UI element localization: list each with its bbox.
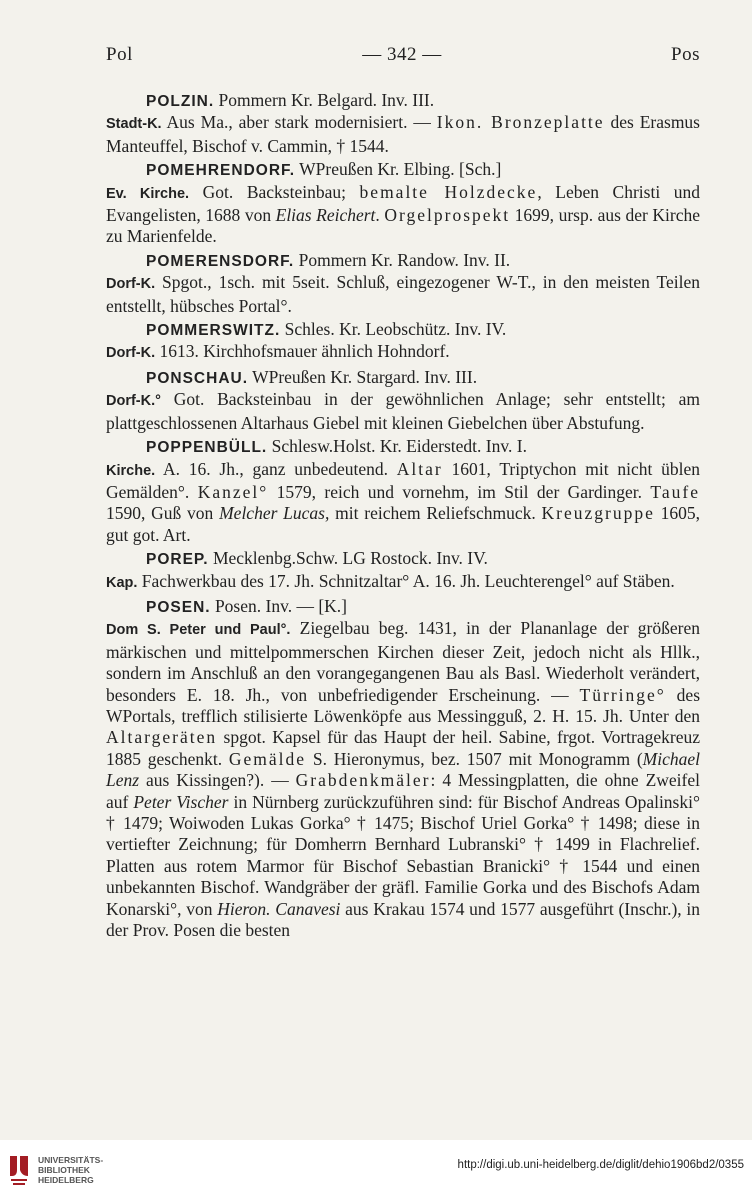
entry-body bbox=[106, 112, 700, 157]
running-header bbox=[106, 44, 700, 66]
body-text: 1699, ursp. aus der Kirche zu Marienfelde. bbox=[106, 205, 700, 247]
building-label: Dorf-K.° bbox=[106, 393, 161, 410]
artist-name: Peter Vischer bbox=[133, 791, 229, 812]
logo-line-3: HEIDELBERG bbox=[38, 1175, 94, 1185]
entry-heading bbox=[106, 548, 700, 570]
building-label: Kirche. bbox=[106, 462, 156, 479]
body-text: : 4 Messingplatten, die ohne Zweifel auf bbox=[106, 770, 700, 812]
body-text: 1605, gut got. Art. bbox=[106, 503, 701, 545]
body-text: des WPortals, trefflich stilisierte Löwenköpfe aus Messingguß, 2. H. 15. Jh. Unter den bbox=[106, 684, 701, 726]
place-name: POMEHRENDORF. bbox=[146, 162, 296, 180]
body-text: S. Hieronymus, bez. 1507 mit Monogramm ( bbox=[306, 748, 643, 769]
body-text: Got. Backsteinbau; bbox=[189, 181, 360, 202]
location-info: WPreußen Kr. Elbing. [Sch.] bbox=[295, 159, 502, 180]
entry-heading bbox=[106, 436, 700, 458]
body-text: in Nürnberg zurückzuführen sind: für Bischof Andreas Opalinski° † 1479; Woiwoden Lukas Gorka° † 1475; Bischof Uriel Gorka° † 1498; diese in vertiefter Zeichnung; für Domherrn Bernhard Lubranski° † 1499 in Flachrelief. Platten aus rotem Marmor für Bischof Sebastian Branicki° † 1544 und einen unbekannten Bischof. Wandgräber der gräfl. Familie Gorka und des Bischofs Adam Konarski°, von bbox=[106, 791, 700, 919]
library-logo-text[interactable] bbox=[38, 1155, 103, 1185]
body-text: Fachwerkbau des 17. Jh. Schnitzaltar° A. 16. Jh. Leuchterengel° auf Stäben. bbox=[137, 570, 675, 591]
entry-heading bbox=[106, 90, 700, 112]
body-text: 1613. Kirchhofsmauer ähnlich Hohndorf. bbox=[155, 341, 450, 362]
spaced-term: Türringe° bbox=[579, 684, 666, 705]
spaced-term: Ikon. Bronzeplatte bbox=[436, 112, 605, 133]
spaced-term: bemalte Holzdecke bbox=[359, 181, 538, 202]
entry-body bbox=[106, 618, 700, 941]
spaced-term: Grabdenkmäler bbox=[295, 770, 431, 791]
spaced-term: Kanzel° bbox=[197, 481, 269, 502]
university-logo-icon[interactable] bbox=[8, 1154, 30, 1188]
logo-line-1: UNIVERSITÄTS- bbox=[38, 1155, 104, 1165]
body-text: Spgot., 1sch. mit 5seit. Schluß, eingezogener W-T., in den meisten Teilen entstellt, hübsches Portal°. bbox=[106, 272, 700, 316]
location-info: WPreußen Kr. Stargard. Inv. III. bbox=[248, 366, 478, 387]
header-left: Pol bbox=[106, 44, 133, 65]
artist-name: Hieron. Canavesi bbox=[217, 898, 341, 919]
spaced-term: Altargeräten bbox=[106, 727, 218, 748]
body-text: 1601, Triptychon mit nicht üblen Gemälden°. bbox=[106, 458, 700, 502]
entry-body bbox=[106, 571, 700, 594]
entry-body bbox=[106, 459, 700, 547]
artist-name: Michael Lenz bbox=[106, 748, 700, 791]
artist-name: Melcher Lucas, bbox=[219, 503, 330, 524]
body-text: Ziegelbau beg. 1431, in der Plananlage der größeren märkischen und mittelpommerschen Kirchen dieser Zeit, jedoch nicht als Hllk., sondern im Anschluß an den vorangegangenen Bau als Basl. Wiederholt verändert, besonders E. 18. Jh., von unbefriedigender Erscheinung. — bbox=[106, 618, 700, 705]
body-text: mit reichem Reliefschmuck. bbox=[329, 503, 542, 524]
body-text: 1579, reich und vornehm, im Stil der Gardinger. bbox=[268, 481, 651, 502]
body-text: des Erasmus Manteuffel, Bischof v. Cammin, † 1544. bbox=[106, 112, 700, 156]
entry-heading bbox=[106, 367, 700, 389]
entry-body bbox=[106, 272, 700, 317]
spaced-term: Altar bbox=[396, 458, 443, 479]
place-name: POMERENSDORF. bbox=[146, 252, 295, 270]
building-label: Ev. Kirche. bbox=[106, 185, 190, 202]
entry-body bbox=[106, 389, 700, 434]
building-label: Stadt-K. bbox=[106, 116, 162, 133]
permalink-url[interactable]: http://digi.ub.uni-heidelberg.de/diglit/dehio1906bd2/0355 bbox=[457, 1159, 744, 1171]
building-label: Dorf-K. bbox=[106, 276, 156, 293]
entry-heading bbox=[106, 250, 700, 272]
place-name: POPPENBÜLL. bbox=[146, 439, 268, 457]
entry-heading bbox=[106, 159, 700, 181]
body-text: A. 16. Jh., ganz unbedeutend. bbox=[155, 458, 397, 479]
body-text: aus Krakau 1574 und 1577 ausgeführt (Inschr.), in der Prov. Posen die besten bbox=[106, 898, 700, 941]
body-text: 1590, Guß von bbox=[106, 503, 220, 524]
location-info: Mecklenbg.Schw. LG Rostock. Inv. IV. bbox=[208, 548, 488, 569]
body-text: Got. Backsteinbau in der gewöhnlichen Anlage; sehr entstellt; am plattgeschlossenen Altarhaus Giebel mit kleinen Giebelchen über Abstufung. bbox=[106, 389, 700, 433]
spaced-term: Orgelprospekt bbox=[384, 205, 511, 226]
building-label: Kap. bbox=[106, 574, 138, 591]
location-info: Schles. Kr. Leobschütz. Inv. IV. bbox=[280, 319, 507, 340]
location-info: Pommern Kr. Belgard. Inv. III. bbox=[214, 90, 435, 110]
place-name: POLZIN. bbox=[146, 93, 215, 110]
body-text: spgot. Kapsel für das Haupt der heil. Sabine, frgot. Vortragekreuz 1885 geschenkt. bbox=[106, 727, 700, 769]
entry-heading bbox=[106, 319, 700, 341]
place-name: PONSCHAU. bbox=[146, 369, 249, 387]
page-number: — 342 — bbox=[362, 44, 442, 65]
spaced-term: Kreuzgruppe bbox=[541, 503, 655, 524]
body-text: , Leben Christi und Evangelisten, 1688 von bbox=[106, 181, 701, 226]
header-right: Pos bbox=[671, 44, 700, 65]
location-info: Posen. Inv. — [K.] bbox=[210, 595, 347, 616]
building-label: Dom S. Peter und Paul°. bbox=[106, 622, 291, 639]
entry-body bbox=[106, 341, 700, 364]
place-name: POREP. bbox=[146, 551, 209, 569]
body-text: aus Kissingen?). — bbox=[139, 770, 296, 791]
spaced-term: Taufe bbox=[650, 481, 700, 502]
place-name: POSEN. bbox=[146, 598, 211, 616]
building-label: Dorf-K. bbox=[106, 345, 156, 362]
entry-body bbox=[106, 182, 700, 248]
place-name: POMMERSWITZ. bbox=[146, 322, 281, 340]
artist-name: Elias Reichert bbox=[275, 205, 376, 226]
location-info: Pommern Kr. Randow. Inv. II. bbox=[294, 249, 511, 270]
spaced-term: Gemälde bbox=[228, 748, 307, 769]
body-text: . bbox=[375, 205, 385, 226]
entry-heading bbox=[106, 596, 700, 618]
location-info: Schlesw.Holst. Kr. Eiderstedt. Inv. I. bbox=[267, 436, 527, 457]
page-text bbox=[106, 88, 700, 941]
footer-bar bbox=[0, 1140, 752, 1197]
logo-line-2: BIBLIOTHEK bbox=[38, 1165, 90, 1175]
body-text: Aus Ma., aber stark modernisiert. — bbox=[161, 112, 437, 133]
